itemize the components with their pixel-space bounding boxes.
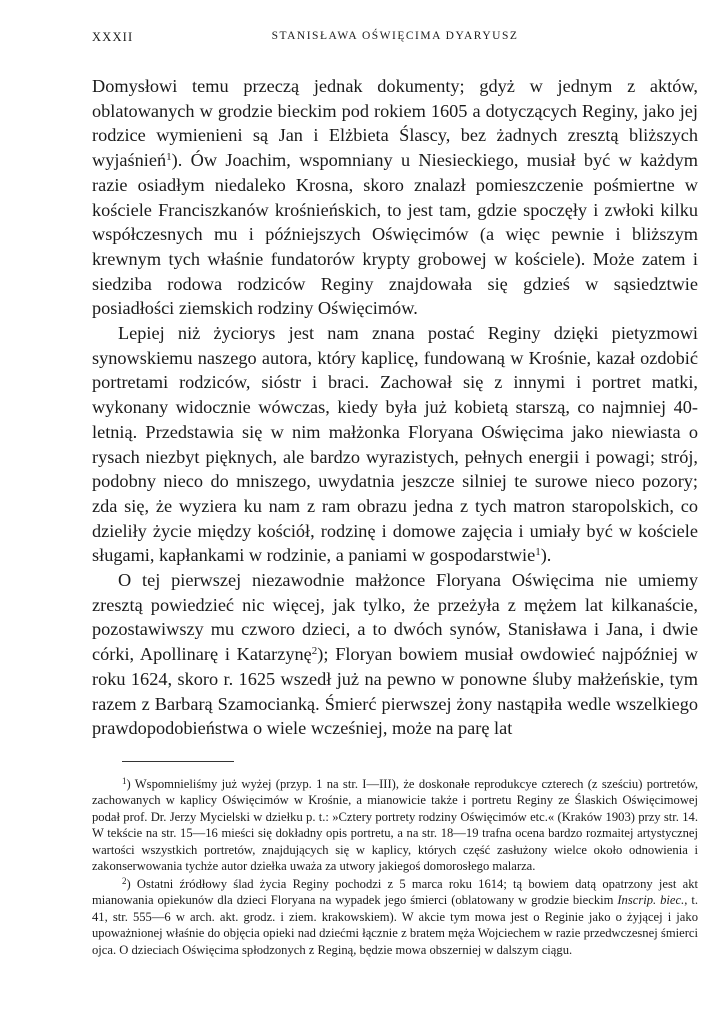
page-header xyxy=(92,30,698,52)
footnote xyxy=(92,876,698,959)
footnote-text: ) Ostatni źródłowy ślad życia Reginy pochodzi z 5 marca roku 1614; tą bowiem datą opatrzony jest akt mianowania opiekunów dla dzieci Floryana na wypadek jego śmierci (oblatowany w grodzie bieckim xyxy=(92,876,698,908)
footnotes xyxy=(92,776,698,959)
footnote-citation: Inscrip. biec. xyxy=(617,893,685,908)
footnote-reference: 2 xyxy=(311,645,318,658)
page-number: XXXII xyxy=(92,30,134,44)
footnote-divider xyxy=(122,761,234,762)
paragraph-text: Domysłowi temu przeczą jednak dokumenty; gdyż w jednym z aktów, oblatowanych w grodzie bieckim pod rokiem 1605 a dotyczących Reginy, jako jej rodzice wymienieni są Jan i Elżbieta Ślascy, bez żadnych zresztą bliższych wyjaśnień xyxy=(92,76,698,171)
main-text xyxy=(92,74,698,741)
paragraph xyxy=(92,74,698,321)
footnote-text: , t. 41, str. 555—6 w arch. akt. grodz. i ziem. krakowskiem). W akcie tym mowa jest o Reginie jako o żyjącej i jako upoważnionej właśnie do objęcia opieki nad dziećmi łącznie z bratem męża Wojciechem w razie przedwczesnej śmierci ojca. O dzieciach Oświęcima spłodzonych z Reginą, będzie mowa obszerniej w dalszym ciągu. xyxy=(92,893,698,957)
paragraph-text: ). Ów Joachim, wspomniany u Niesieckiego, musiał być w każdym razie osiadłym niedaleko Krosna, skoro znalazł pomieszczenie pośmiertne w kościele Franciszkanów krośnieńskich, to jest tam, gdzie spoczęły i zwłoki kilku współczesnych mu i późniejszych Oświęcimów (a więc pewnie i bliższym krewnym tych właśnie fundatorów krypty grobowej w kościele). Może zatem i siedziba rodowa rodziców Reginy znajdowała się gdzieś w sąsiedztwie posiadłości ziemskich rodziny Oświęcimów. xyxy=(92,150,698,319)
footnote xyxy=(92,776,698,875)
paragraph xyxy=(92,568,698,741)
paragraph-text: Lepiej niż życiorys jest nam znana postać Reginy dzięki pietyzmowi synowskiemu naszego autora, który kaplicę, fundowaną w Krośnie, kazał ozdobić portretami rodziców, sióstr i braci. Zachował się z innymi i portret matki, wykonany widocznie wówczas, kiedy była już kobietą starszą, co najmniej 40-letnią. Przedstawia się w nim małżonka Floryana Oświęcima jako niewiasta o rysach niezbyt pięknych, ale bardzo wyrazistych, pełnych energii i powagi; strój, podobny nieco do mniszego, uwydatnia jeszcze silniej te surowe nieco pozory; zda się, że wyziera ku nam z ram obrazu jedna z tych matron staropolskich, co dzieliły życie między kościół, rodzinę i domowe zajęcia i umiały być w kościele sługami, kapłankami w rodzinie, a paniami w gospodarstwie xyxy=(92,323,698,566)
footnote-reference: 1 xyxy=(535,546,541,559)
paragraph-text: ); Floryan bowiem musiał owdowieć najpóźniej w roku 1624, skoro r. 1625 wszedł już na pewno w ponowne śluby małżeńskie, tym razem z Barbarą Szamocianką. Śmierć pierwszej żony nastąpiła wedle wszelkiego prawdopodobieństwa o wiele wcześniej, może na parę lat xyxy=(92,644,698,739)
paragraph-text: O tej pierwszej niezawodnie małżonce Floryana Oświęcima nie umiemy zresztą powiedzieć nic więcej, jak tylko, że przeżyła z mężem lat kilkanaście, pozostawiwszy mu czworo dzieci, a to dwóch synów, Stanisława i Jana, i dwie córki, Apollinarę i Katarzynę xyxy=(92,570,698,665)
footnote-mark: 1 xyxy=(122,775,127,786)
footnote-mark: 2 xyxy=(122,875,127,886)
running-title: STANISŁAWA OŚWIĘCIMA DYARYUSZ xyxy=(271,30,519,42)
footnote-reference: 1 xyxy=(166,151,172,164)
book-page xyxy=(92,30,698,958)
footnote-text: ) Wspomnieliśmy już wyżej (przyp. 1 na str. I—III), że doskonałe reprodukcye czterech (z sześciu) portretów, zachowanych w kaplicy Oświęcimów w Krośnie, a mianowicie także i portretu Reginy ze Ślaskich Oświęcimowej podał prof. Dr. Jerzy Mycielski w dziełku p. t.: »Cztery portrety rodziny Oświęcimów etc.« (Kraków 1903) przy str. 14. W tekście na str. 15—16 mieści się dokładny opis portretu, a na str. 18—19 trafna ocena bardzo rozmaitej artystycznej wartości wszystkich portretów, znajdujących się w kaplicy, których część zasłużony wielce około odnowienia i zakonserwowania tychże autor dziełka uważa za utwory jakiegoś domorosłego malarza. xyxy=(92,776,698,874)
paragraph-text: ). xyxy=(540,545,552,566)
paragraph xyxy=(92,321,698,568)
